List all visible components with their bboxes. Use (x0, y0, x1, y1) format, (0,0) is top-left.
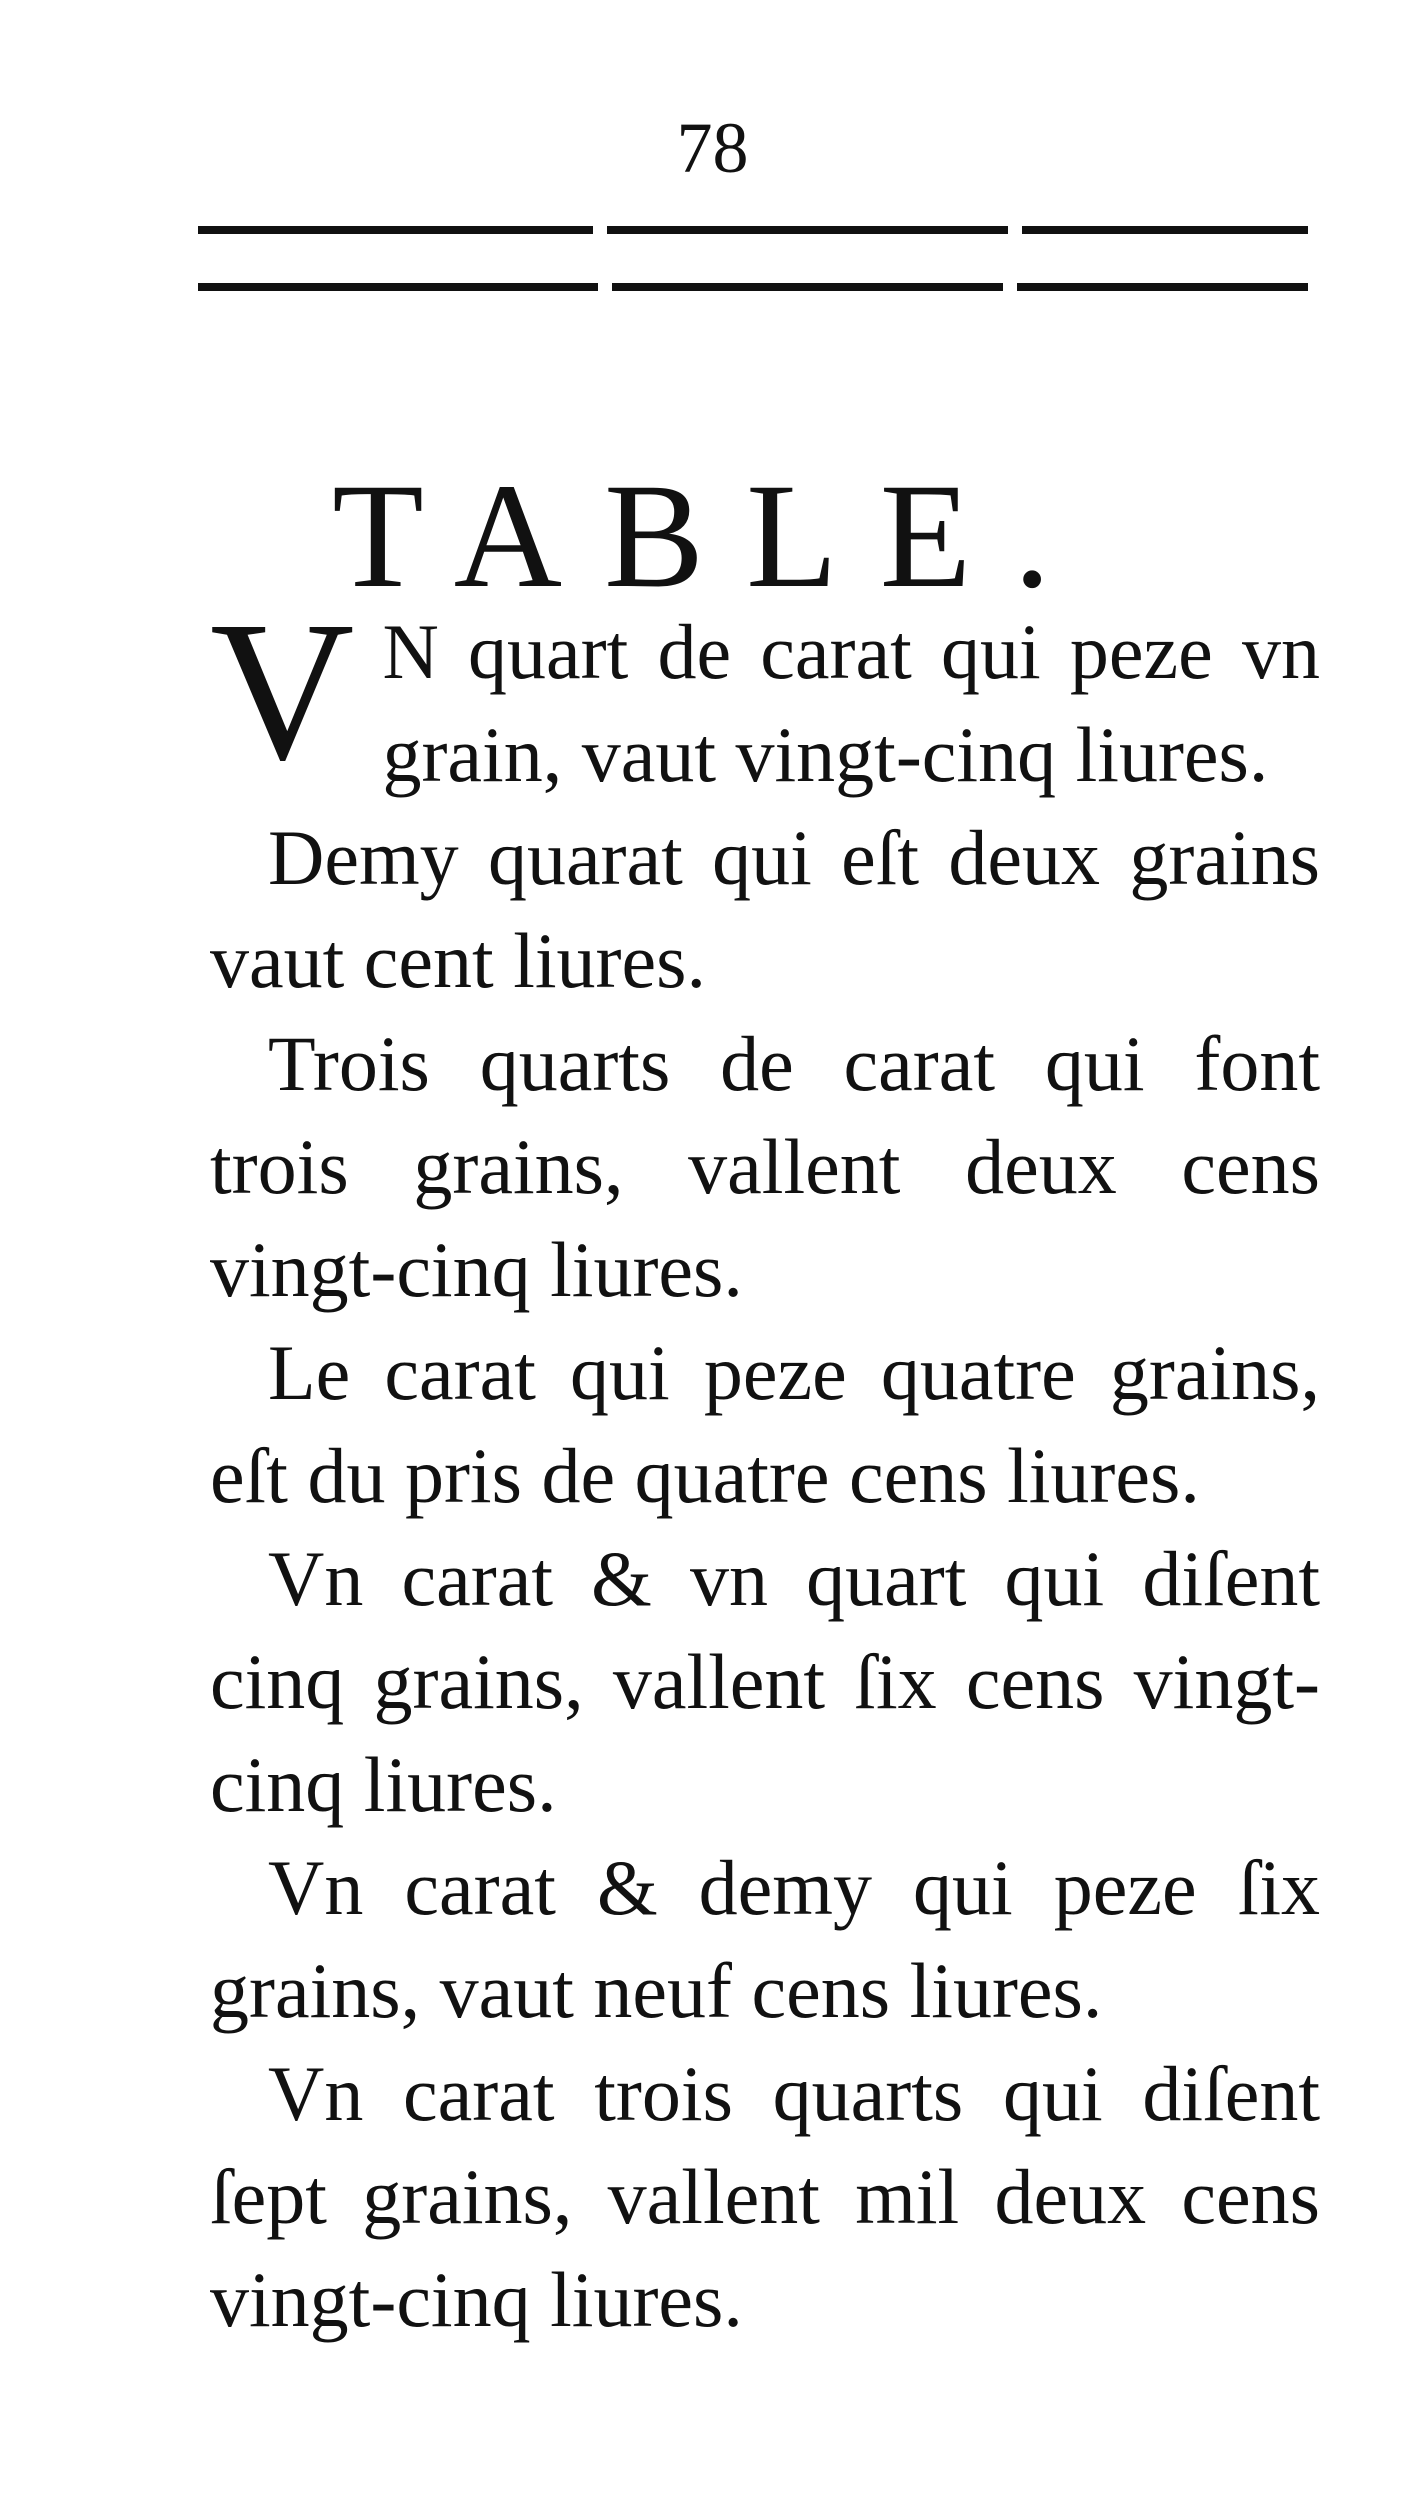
paragraph-text: Le carat qui peze quatre grains, eſt du pris de quatre cens liures. (210, 1329, 1320, 1519)
paragraph-3 (210, 1012, 1320, 1321)
paragraph-text: N quart de carat qui peze vn grain, vaut vingt-cinq liures. (382, 608, 1320, 798)
page-number: 78 (676, 108, 749, 188)
paragraph-1 (210, 581, 1320, 806)
drop-cap: V (210, 581, 355, 802)
second-rule (198, 283, 1308, 291)
paragraph-6 (210, 1836, 1320, 2042)
paragraph-7 (210, 2042, 1320, 2351)
paragraph-text: Vn carat & demy qui peze ſix grains, vaut neuf cens liures. (210, 1844, 1320, 2034)
paragraph-4 (210, 1321, 1320, 1527)
paragraph-text: Trois quarts de carat qui font trois grains, vallent deux cens vingt-cinq liures. (210, 1020, 1320, 1313)
top-rule (198, 226, 1308, 234)
paragraph-text: Vn carat trois quarts qui diſent ſept grains, vallent mil deux cens vingt-cinq liures. (210, 2050, 1320, 2343)
paragraph-text: Demy quarat qui eſt deux grains vaut cent liures. (210, 814, 1320, 1004)
page-title: TABLE. (332, 452, 1093, 619)
paragraph-5 (210, 1527, 1320, 1836)
table-text (210, 581, 1320, 2351)
paragraph-text: Vn carat & vn quart qui diſent cinq grains, vallent ſix cens vingt-cinq liures. (210, 1535, 1320, 1828)
paragraph-2 (210, 806, 1320, 1012)
